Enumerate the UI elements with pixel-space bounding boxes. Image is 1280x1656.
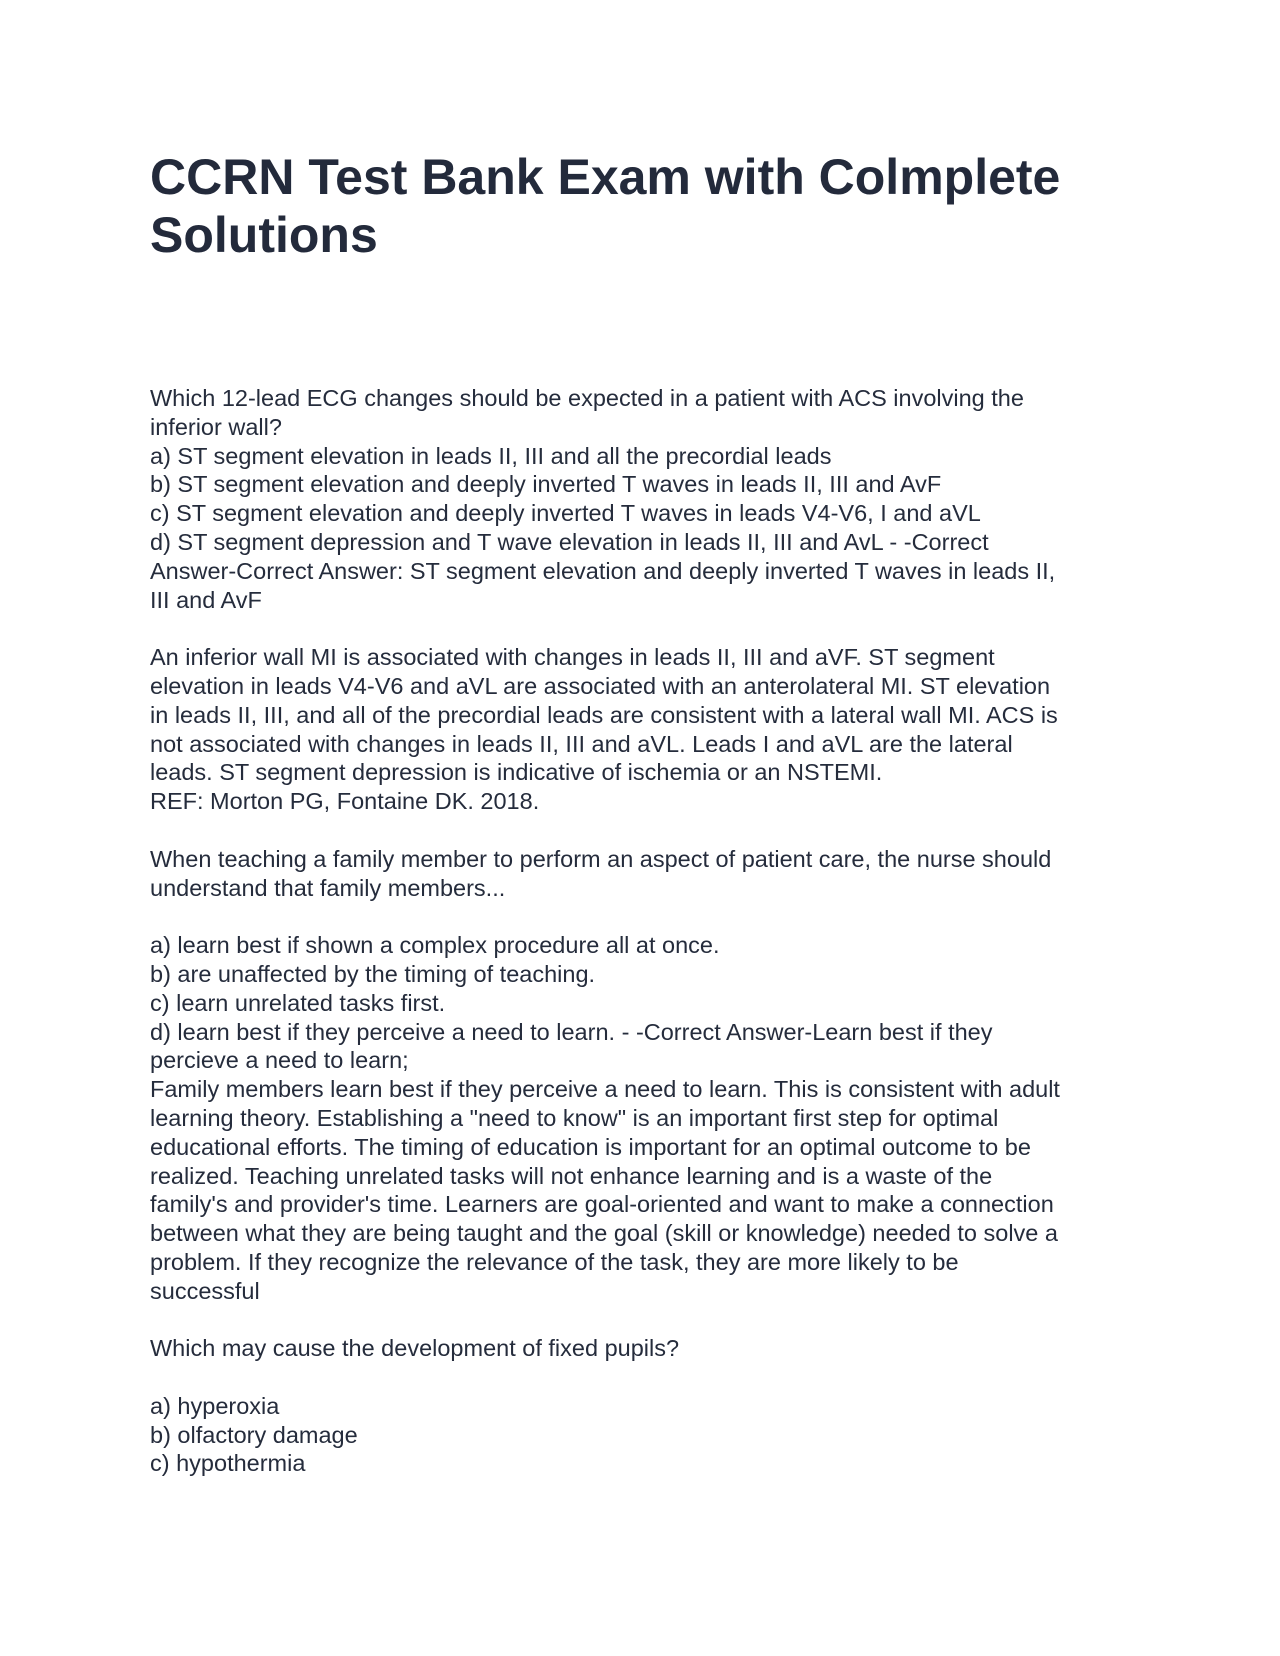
question-3-option-b: b) olfactory damage — [150, 1421, 358, 1448]
document-title: CCRN Test Bank Exam with Colmplete Solutions — [150, 149, 1061, 263]
question-1-explanation-line: elevation in leads V4-V6 and aVL are associated with an anterolateral MI. ST elevation — [150, 672, 1051, 699]
question-1-text-line: Which 12-lead ECG changes should be expected in a patient with ACS involving the — [150, 385, 1024, 411]
question-2-explanation-line: educational efforts. The timing of education is important for an optimal outcome to be — [150, 1133, 1031, 1160]
question-1-option-a: a) ST segment elevation in leads II, III and all the precordial leads — [150, 442, 832, 469]
question-3-text-line: Which may cause the development of fixed pupils? — [150, 1335, 680, 1362]
question-2-option-b: b) are unaffected by the timing of teaching. — [150, 960, 596, 987]
paragraph-gap — [150, 614, 1130, 643]
question-1-explanation-line: in leads II, III, and all of the precordial leads are consistent with a lateral wall MI. ACS is — [150, 701, 1058, 728]
paragraph-gap — [150, 816, 1130, 845]
question-2-explanation-line: learning theory. Establishing a "need to know" is an important first step for optimal — [150, 1104, 999, 1131]
question-2-text-line: When teaching a family member to perform an aspect of patient care, the nurse should — [150, 845, 1052, 872]
question-1-option-b: b) ST segment elevation and deeply inverted T waves in leads II, III and AvF — [150, 471, 942, 498]
question-1-explanation-line: not associated with changes in leads II, III and aVL. Leads I and aVL are the lateral — [150, 730, 1013, 757]
question-2-text-line: understand that family members... — [150, 874, 506, 901]
question-1 — [150, 384, 1130, 816]
document-page — [150, 148, 1130, 1478]
question-1-option-d: d) ST segment depression and T wave elevation in leads II, III and AvL - -Correct — [150, 528, 989, 555]
paragraph-gap — [150, 902, 1130, 931]
question-1-option-c: c) ST segment elevation and deeply inverted T waves in leads V4-V6, I and aVL — [150, 500, 981, 527]
question-2 — [150, 845, 1130, 1306]
question-2-explanation-line: between what they are being taught and the goal (skill or knowledge) needed to solve a — [150, 1220, 1058, 1247]
question-2-option-c: c) learn unrelated tasks first. — [150, 989, 446, 1016]
question-1-explanation-line: An inferior wall MI is associated with changes in leads II, III and aVF. ST segment — [150, 644, 995, 671]
paragraph-gap — [150, 1306, 1130, 1335]
question-1-answer-line: III and AvF — [150, 586, 262, 613]
question-1-explanation-line: leads. ST segment depression is indicative of ischemia or an NSTEMI. — [150, 759, 883, 786]
question-2-explanation-line: Family members learn best if they perceive a need to learn. This is consistent with adult — [150, 1076, 1060, 1103]
question-3 — [150, 1334, 1130, 1478]
question-2-option-a: a) learn best if shown a complex procedure all at once. — [150, 932, 720, 959]
question-2-explanation-line: realized. Teaching unrelated tasks will not enhance learning and is a waste of the — [150, 1162, 993, 1189]
question-3-option-a: a) hyperoxia — [150, 1392, 280, 1419]
question-2-explanation-line: family's and provider's time. Learners are goal-oriented and want to make a connection — [150, 1191, 1054, 1218]
question-3-option-c: c) hypothermia — [150, 1450, 306, 1477]
question-2-explanation-line: problem. If they recognize the relevance of the task, they are more likely to be — [150, 1248, 959, 1275]
document-body — [150, 384, 1130, 1478]
question-2-explanation-line: successful — [150, 1277, 260, 1304]
question-2-option-d: d) learn best if they perceive a need to learn. - -Correct Answer-Learn best if they — [150, 1018, 993, 1045]
question-2-answer-line: percieve a need to learn; — [150, 1047, 409, 1074]
question-1-text-line: inferior wall? — [150, 413, 282, 440]
question-1-reference: REF: Morton PG, Fontaine DK. 2018. — [150, 788, 540, 815]
question-1-answer-line: Answer-Correct Answer: ST segment elevation and deeply inverted T waves in leads II, — [150, 557, 1056, 584]
paragraph-gap — [150, 1363, 1130, 1392]
